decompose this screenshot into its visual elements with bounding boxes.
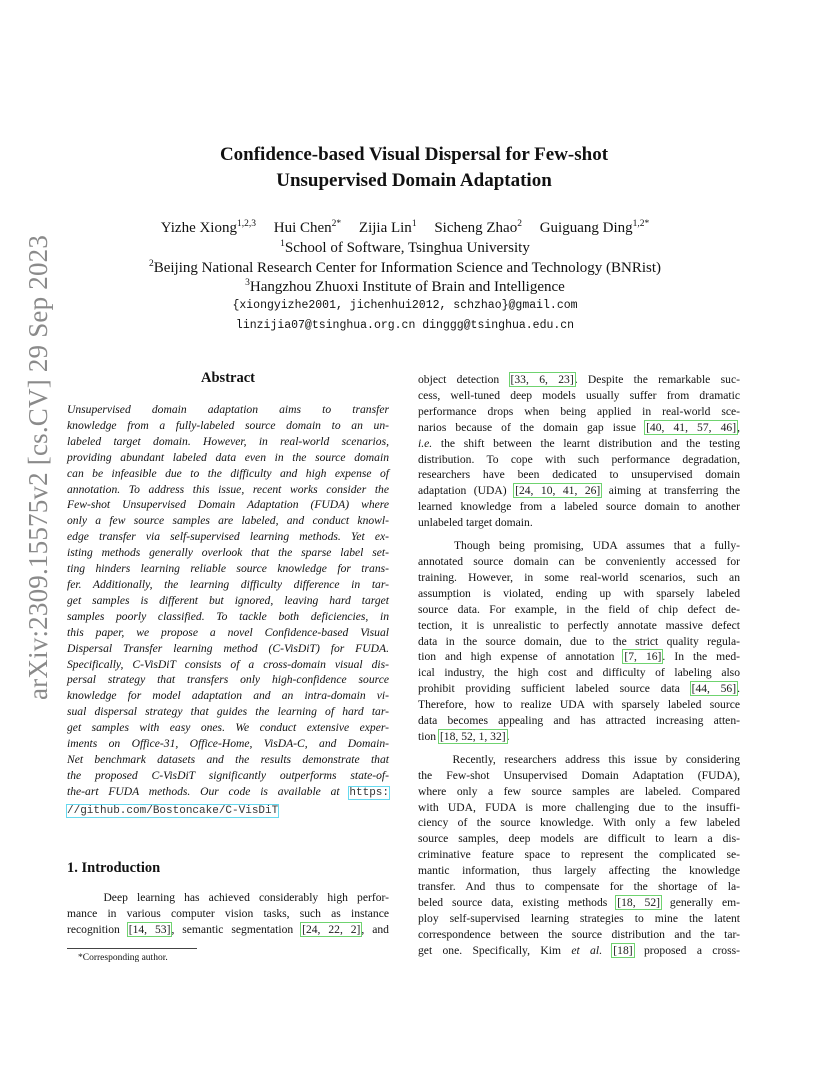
abstract-heading: Abstract [201, 370, 255, 386]
email-line: {xiongyizhe2001, jichenhui2012, schzhao}@gmail.com [232, 299, 578, 312]
intro-heading: 1. Introduction [67, 860, 161, 876]
author: Zijia Lin$^1$ [358, 219, 417, 236]
author: Guiguang Ding$^{1,2*}$ [539, 219, 650, 236]
footnote-rule [67, 948, 197, 949]
title-line-2: Unsupervised Domain Adaptation [276, 170, 552, 191]
intro-body-left: Deep learning has achieved considerably high perfor- mance in various computer vision tasks, such as instance recognition [14, 53], semantic segmentation [24, 22, 2], and [67, 891, 389, 936]
author: Yizhe Xiong$^{1,2,3}$ [160, 219, 256, 236]
affiliation: $^3$Hangzhou Zhuoxi Institute of Brain and Intelligence [245, 278, 565, 295]
affiliation: $^1$School of Software, Tsinghua University [280, 239, 530, 256]
arxiv-stamp: arXiv:2309.15575v2 [cs.CV] 29 Sep 2023 [23, 234, 53, 700]
author: Sicheng Zhao$^2$ [434, 219, 522, 236]
author: Hui Chen$^{2*}$ [273, 219, 342, 236]
intro-body-right: object detection [33, 6, 23]. Despite the remarkable suc- cess, well-tuned deep models usually suffer from dramatic performance drops when being applied in real-world sce- narios because of the domain gap issue [40, 41, 57, 46], i.e. the shift between the learnt distribution and the testing distribution. To cope with such performance degradation, researchers have been dedicated to unsupervised domain adaptation (UDA) [24, 10, 41, 26] aiming at transferring the learned knowledge from a labeled source domain to another unlabeled target domain. Though being promising, UDA assumes that a fully- annotated source domain can be conveniently accessed for training. However, in some real-world scenarios, such an assumption is violated, ending up with sparsely labeled source data. For example, in the field of chip defect de- tection, it is unrealistic to perfectly annotate massive defect data in the source domain, due to the strict quality regula- tion and high expense of annotation [7, 16]. In the med- ical industry, the high cost and difficulty of labeling also prohibit providing sufficient labeled source data [44, 56]. Therefore, how to realize UDA with sparsely labeled source data becomes appealing and has attracted increasing atten- tion [18, 52, 1, 32]. Recently, researchers address this issue by considering the Few-shot Unsupervised Domain Adaptation (FUDA), where only a few source samples are labeled. Compared with UDA, FUDA is more challenging due to the insuffi- ciency of the source knowledge. With only a few labeled source samples, deep models are difficult to learn a dis- criminative feature space to represent the complicated se- mantic information, thus largely affecting the knowledge transfer. And thus to compensate for the shortage of la- beled source data, existing methods [18, 52] generally em- ploy self-supervised learning strategies to mine the latent correspondence between the source distribution and the tar- get one. Specifically, Kim et al. [18] proposed a cross- [418, 373, 740, 957]
abstract-body: Unsupervised domain adaptation aims to transfer knowledge from a fully-labeled source domain to an un- labeled target domain. However, in real-world scenarios, providing abundant labeled data even in the source domain can be infeasible due to the difficulty and high expense of annotation. To address this issue, recent works consider the Few-shot Unsupervised Domain Adaptation (FUDA) where only a few source samples are labeled, and conduct knowl- edge transfer via self-supervised learning methods. Yet ex- isting methods generally overlook that the sparse label set- ting hinders learning reliable source knowledge for trans- fer. Additionally, the learning difficulty difference in tar- get samples is different but ignored, leaving hard target samples poorly classified. To tackle both deficiencies, in this paper, we propose a novel Confidence-based Visual Dispersal Transfer learning method (C-VisDiT) for FUDA. Specifically, C-VisDiT consists of a cross-domain visual dis- persal strategy that transfers only high-confidence source knowledge for model adaptation and an intra-domain vi- sual dispersal strategy that guides the learning of hard tar- get samples with easy ones. We conduct extensive exper- iments on Office-31, Office-Home, VisDA-C, and Domain- Net benchmark datasets and the results demonstrate that the proposed C-VisDiT significantly outperforms state-of- the-art FUDA methods. Our code is available at https: //github.com/Bostoncake/C-VisDiT [67, 403, 389, 817]
title-line-1: Confidence-based Visual Dispersal for Few-shot [219, 144, 609, 165]
paper-title [0, 142, 828, 194]
affiliation: $^2$Beijing National Research Center for Information Science and Technology (BNRist) [148, 259, 662, 276]
author-list [0, 218, 810, 238]
footnote: *Corresponding author. [78, 953, 168, 963]
email-line: linzijia07@tsinghua.org.cn dinggg@tsinghua.edu.cn [235, 319, 575, 332]
